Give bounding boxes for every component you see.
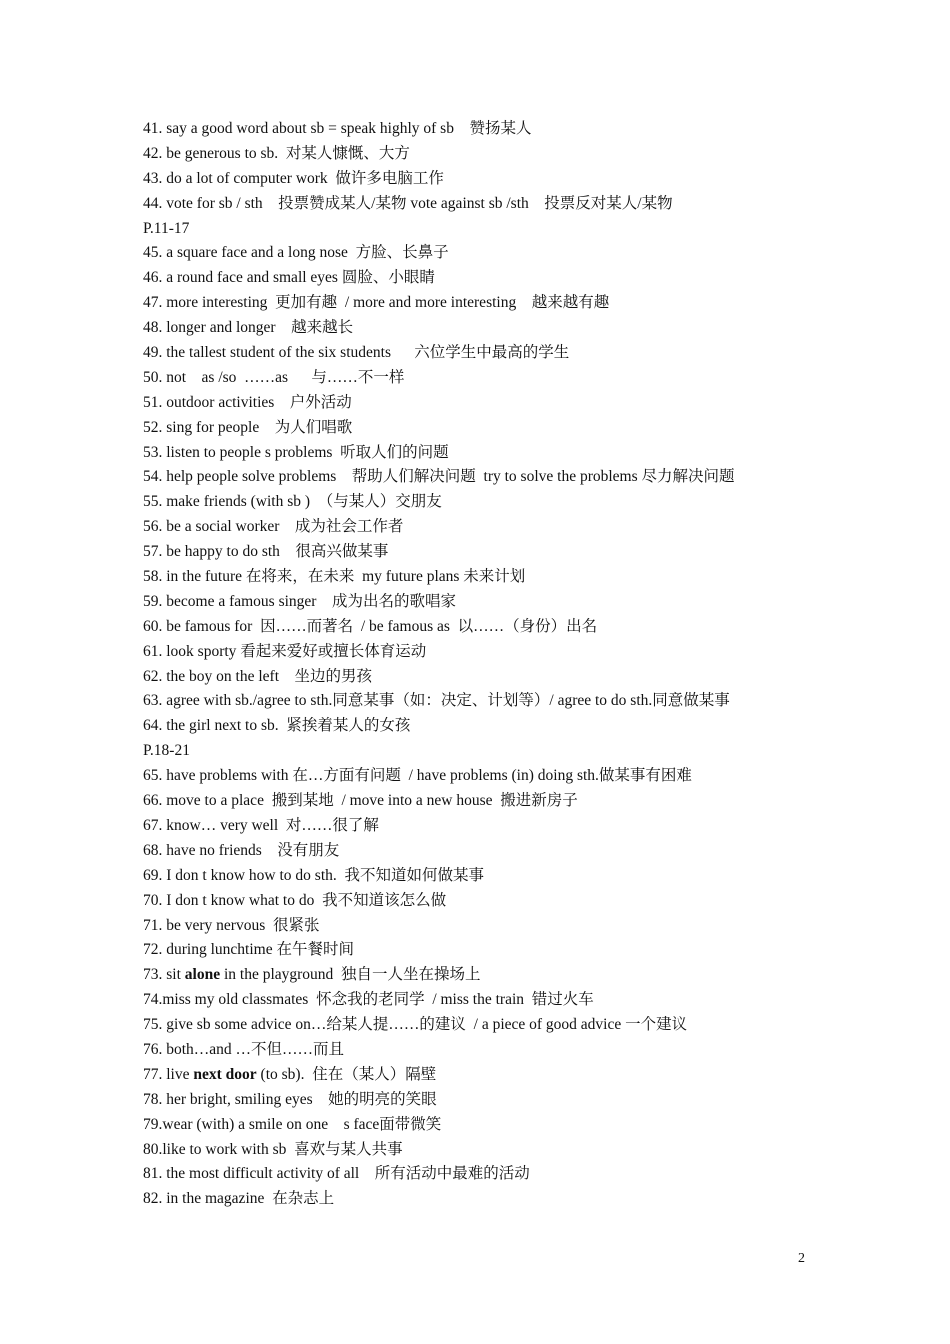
list-item xyxy=(143,117,843,142)
line-text: P.11-17 xyxy=(143,219,190,237)
list-item xyxy=(143,590,843,615)
line-text: 52. sing for people 为人们唱歌 xyxy=(143,418,353,436)
line-text: 69. I don t know how to do sth. 我不知道如何做某事 xyxy=(143,866,485,884)
list-item xyxy=(143,665,843,690)
line-text: 80.like to work with sb 喜欢与某人共事 xyxy=(143,1140,403,1158)
list-item xyxy=(143,142,843,167)
list-item xyxy=(143,789,843,814)
line-text: 41. say a good word about sb = speak highly of sb 赞扬某人 xyxy=(143,120,532,137)
line-text: 58. in the future 在将来，在未来 my future plans 未来计划 xyxy=(143,568,526,586)
bold-phrase: alone xyxy=(184,966,221,984)
list-item xyxy=(143,217,843,242)
list-item xyxy=(143,1162,843,1187)
line-text: 49. the tallest student of the six students 六位学生中最高的学生 xyxy=(143,344,570,362)
line-text: 68. have no friends 没有朋友 xyxy=(143,841,340,859)
line-text: 51. outdoor activities 户外活动 xyxy=(143,393,352,411)
line-text: 53. listen to people s problems 听取人们的问题 xyxy=(143,443,449,461)
line-text: 59. become a famous singer 成为出名的歌唱家 xyxy=(143,592,456,610)
line-text: 78. her bright, smiling eyes 她的明亮的笑眼 xyxy=(143,1090,437,1108)
list-item xyxy=(143,266,843,291)
list-item xyxy=(143,241,843,266)
list-item xyxy=(143,465,843,490)
list-item xyxy=(143,565,843,590)
line-text: 63. agree with sb./agree to sth.同意某事（如：决定、计划等）/ agree to do sth.同意做某事 xyxy=(143,692,730,710)
page-number: 2 xyxy=(798,1251,805,1266)
line-text: 74.miss my old classmates 怀念我的老同学 / miss the train 错过火车 xyxy=(143,991,594,1009)
list-item xyxy=(143,1038,843,1063)
list-item xyxy=(143,615,843,640)
line-text: 70. I don t know what to do 我不知道该怎么做 xyxy=(143,891,447,909)
line-text: 65. have problems with 在…方面有问题 / have problems (in) doing sth.做某事有困难 xyxy=(143,767,692,785)
list-item xyxy=(143,988,843,1013)
line-text: 76. both…and …不但……而且 xyxy=(143,1040,345,1058)
bold-phrase: next door xyxy=(193,1065,257,1083)
list-item xyxy=(143,739,843,764)
list-item xyxy=(143,1088,843,1113)
line-text: 77. live xyxy=(143,1065,194,1083)
list-item xyxy=(143,1187,843,1212)
line-text: 64. the girl next to sb. 紧挨着某人的女孩 xyxy=(143,717,411,735)
line-text: 42. be generous to sb. 对某人慷慨、大方 xyxy=(143,144,410,162)
list-item xyxy=(143,1113,843,1138)
line-text: 79.wear (with) a smile on one s face面带微笑 xyxy=(143,1115,442,1133)
list-item xyxy=(143,764,843,789)
line-text: 75. give sb some advice on…给某人提……的建议 / a piece of good advice 一个建议 xyxy=(143,1016,688,1034)
line-text: 72. during lunchtime 在午餐时间 xyxy=(143,941,354,959)
list-item xyxy=(143,1138,843,1163)
line-text: 81. the most difficult activity of all 所有活动中最难的活动 xyxy=(143,1165,530,1183)
line-text: 54. help people solve problems 帮助人们解决问题 try to solve the problems 尽力解决问题 xyxy=(143,468,735,486)
list-item xyxy=(143,963,843,988)
line-text: 43. do a lot of computer work 做许多电脑工作 xyxy=(143,169,444,187)
list-item xyxy=(143,291,843,316)
line-text: (to sb). 住在（某人）隔壁 xyxy=(256,1065,437,1083)
list-item xyxy=(143,864,843,889)
list-item xyxy=(143,1013,843,1038)
list-item xyxy=(143,689,843,714)
list-item xyxy=(143,640,843,665)
list-item xyxy=(143,341,843,366)
line-text: 44. vote for sb / sth 投票赞成某人/某物 vote against sb /sth 投票反对某人/某物 xyxy=(143,194,673,212)
list-item xyxy=(143,167,843,192)
line-text: 46. a round face and small eyes 圆脸、小眼睛 xyxy=(143,269,435,287)
line-text: 47. more interesting 更加有趣 / more and more interesting 越来越有趣 xyxy=(143,294,610,312)
line-text: P.18-21 xyxy=(143,742,190,760)
list-item xyxy=(143,416,843,441)
list-item xyxy=(143,814,843,839)
list-item xyxy=(143,316,843,341)
list-item xyxy=(143,192,843,217)
line-text: 60. be famous for 因……而著名 / be famous as 以……（身份）出名 xyxy=(143,617,598,635)
list-item xyxy=(143,714,843,739)
line-text: 50. not as /so ……as 与……不一样 xyxy=(143,368,405,386)
list-item xyxy=(143,441,843,466)
list-item xyxy=(143,839,843,864)
line-text: 61. look sporty 看起来爱好或擅长体育运动 xyxy=(143,642,427,660)
line-text: 66. move to a place 搬到某地 / move into a new house 搬进新房子 xyxy=(143,792,578,810)
list-item xyxy=(143,540,843,565)
line-text: 62. the boy on the left 坐边的男孩 xyxy=(143,667,373,685)
list-item xyxy=(143,914,843,939)
line-text: 82. in the magazine 在杂志上 xyxy=(143,1190,335,1208)
list-item xyxy=(143,889,843,914)
line-text: 48. longer and longer 越来越长 xyxy=(143,319,354,337)
line-text: 45. a square face and a long nose 方脸、长鼻子 xyxy=(143,244,449,262)
line-text: 57. be happy to do sth 很高兴做某事 xyxy=(143,543,389,561)
line-text: 71. be very nervous 很紧张 xyxy=(143,916,320,934)
list-item xyxy=(143,1063,843,1088)
vocabulary-list xyxy=(143,117,843,1212)
list-item xyxy=(143,938,843,963)
line-text: 55. make friends (with sb ) （与某人）交朋友 xyxy=(143,493,442,511)
line-text: 73. sit xyxy=(143,966,185,984)
list-item xyxy=(143,515,843,540)
line-text: 56. be a social worker 成为社会工作者 xyxy=(143,518,404,536)
line-text: 67. know… very well 对……很了解 xyxy=(143,816,379,834)
line-text: in the playground 独自一人坐在操场上 xyxy=(220,966,481,984)
list-item xyxy=(143,366,843,391)
list-item xyxy=(143,391,843,416)
list-item xyxy=(143,490,843,515)
